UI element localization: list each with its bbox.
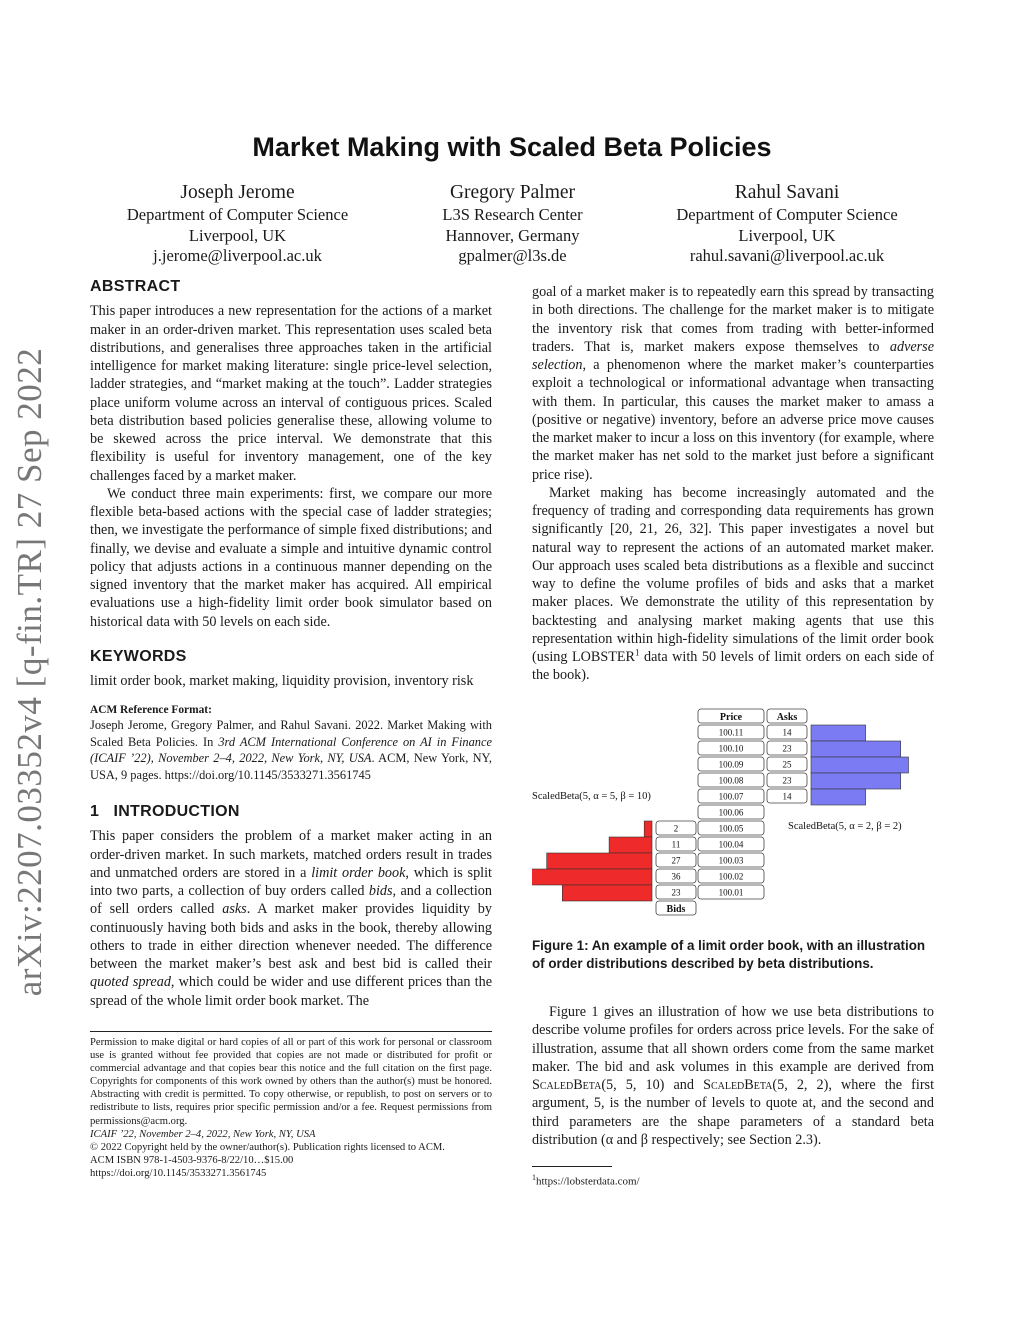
bid-bar (532, 869, 652, 885)
intro-continuation (532, 283, 934, 484)
acm-reference (90, 703, 492, 783)
function-name: ScaledBeta (532, 1077, 602, 1093)
price-label: 100.08 (718, 775, 744, 786)
bid-bar (547, 853, 652, 869)
bids-header: Bids (666, 904, 686, 915)
conference-line: ICAIF ’22, November 2–4, 2022, New York, NY, USA (90, 1128, 316, 1140)
abstract-paragraph-1: This paper introduces a new representation for the actions of a market maker in an order-driven market. This representation uses scaled beta distributions, and generalises three approaches taken in the artificial intelligence for market making literature: single price-level selection, ladder strategies, and “market making at the touch”. Ladder strategies place uniform volume across an interval of contiguous prices. Scaled beta distribution based policies generalise these, allowing volume to be skewed across the price interval. We demonstrate that this flexibility is useful for inventory management, one of the key challenges faced by a market maker. (90, 303, 492, 484)
text: Market making has become increasingly automated and the frequency of trading and corresponding data requirements has grown significantly [20, 21, 26, 32]. This paper investigates a novel but natural way to represent the actions of an automated market maker. Our approach uses scaled beta distributions as a flexible and succinct way to define the volume profiles of bids and asks that a market maker places. We demonstrate the utility of this representation by backtesting and analysing market making agents that use this representation within high-fidelity simulations of the limit order book (using LOBSTER (532, 484, 934, 665)
acm-reference-venue: 3rd ACM International Conference on AI in Finance (ICAIF ’22), November 2–4, 2022, New York, NY, USA (90, 734, 492, 766)
author-location: Hannover, Germany (445, 225, 580, 245)
ask-volume-label: 14 (782, 791, 792, 802)
price-label: 100.06 (718, 807, 744, 818)
text: , which could be wider and use different prices than the spread of the whole limit order book market. The (90, 974, 492, 1009)
author-1 (115, 180, 360, 267)
figure-1 (532, 700, 952, 925)
abstract-heading: ABSTRACT (90, 278, 181, 295)
isbn-line: ACM ISBN 978-1-4503-9376-8/22/10…$15.00 (90, 1154, 294, 1166)
author-location: Liverpool, UK (188, 225, 287, 245)
emphasis: limit order book (311, 864, 406, 881)
arxiv-identifier: arXiv:2207.03352v4 [q-fin.TR] 27 Sep 2022 (10, 347, 49, 997)
ask-bar (811, 725, 866, 741)
footnote-rule (90, 1031, 492, 1032)
emphasis: asks (222, 901, 247, 918)
price-label: 100.01 (718, 887, 744, 898)
bid-distribution-label: ScaledBeta(5, α = 5, β = 10) (532, 791, 651, 802)
text: (5, 5, 10) and (601, 1077, 704, 1093)
price-label: 100.11 (718, 727, 744, 738)
bid-volume-label: 11 (671, 839, 681, 850)
bid-volume-label: 2 (673, 823, 679, 834)
author-name: Gregory Palmer (449, 182, 576, 203)
text: Figure 1 gives an illustration of how we use beta distributions to describe volume profiles for orders across price levels. For the sake of illustration, assume that all shown orders come from the same market maker. The bid and ask volumes in this example are derived from (532, 1004, 934, 1075)
author-affiliation: Department of Computer Science (126, 205, 349, 224)
abstract-paragraph-2: We conduct three main experiments: first, we compare our more flexible beta-based actions with the special case of ladder strategies; then, we investigate the performance of simple fixed distributions; and finally, we devise and evaluate a simple and intuitive dynamic control policy that adjusts actions in a continuous manner depending on the signed inventory that the market maker has acquired. All empirical evaluations use a high-fidelity limit order book simulator based on historical data with 50 levels on each side. (90, 485, 492, 630)
price-label: 100.04 (718, 839, 744, 850)
text: goal of a market maker is to repeatedly earn this spread by transacting in both directions. The challenge for the market maker is to mitigate the inventory risk that comes from trading with better-informed traders. That is, market makers expose themselves to (532, 284, 934, 355)
text: (5, 2, 2), where the first argument, 5, is the number of levels to quote at, and the second and third parameters are the shape parameters of a standard beta distribution (α and β respectively; see Section 2.3). (532, 1077, 935, 1148)
intro-paragraph (90, 827, 492, 1010)
acm-reference-authors: Joseph Jerome, Gregory Palmer, and Rahul Savani. 2022. Market Making with Scaled Beta Policies. In (90, 718, 492, 749)
price-label: 100.03 (718, 855, 744, 866)
intro-paragraph-2 (532, 484, 934, 685)
paper-title: Market Making with Scaled Beta Policies (252, 132, 772, 162)
price-label: 100.09 (718, 759, 744, 770)
left-column (90, 278, 492, 1010)
price-label: 100.02 (718, 871, 744, 882)
permission-block (90, 1036, 492, 1180)
author-location: Liverpool, UK (738, 225, 836, 245)
bid-bar (562, 885, 652, 901)
section-number: 1 (90, 803, 100, 821)
bid-volume-label: 23 (671, 887, 681, 898)
keywords-text: limit order book, market making, liquidity provision, inventory risk (90, 673, 474, 689)
acm-reference-heading: ACM Reference Format: (90, 704, 212, 717)
ask-volume-label: 23 (782, 743, 792, 754)
footnote-number: 1 (532, 1173, 536, 1182)
keywords-heading: KEYWORDS (90, 647, 187, 665)
author-email: gpalmer@l3s.de (458, 246, 567, 265)
author-name: Rahul Savani (734, 182, 840, 203)
permission-text: Permission to make digital or hard copies of all or part of this work for personal or classroom use is granted without fee provided that copies are not made or distributed for profit or commercial advantage and that copies bear this notice and the full citation on the first page. Copyrights for components of this work owned by others than the author(s) must be honored. Abstracting with credit is permitted. To copy otherwise, or republish, to post on servers or to redistribute to lists, requires prior specific permission and/or a fee. Request permissions from permissions@acm.org. (90, 1037, 492, 1127)
text: , a phenomenon where the market maker’s counterparties exploit a technological or informational advantage when transacting with them. In particular, this causes the market maker to amass a (positive or negative) inventory, before an adverse price move causes the market maker to incur a loss on this inventory (for example, where the market maker has net sold to the market just before a significant price rise). (532, 357, 934, 483)
price-label: 100.05 (718, 823, 744, 834)
text: data with 50 levels of limit orders on each side of the book). (532, 649, 934, 684)
acm-reference-publisher: . ACM, New York, NY, USA, 9 pages. https://doi.org/10.1145/3533271.3561745 (90, 751, 492, 782)
bid-volume-label: 27 (671, 855, 681, 866)
ask-volume-label: 23 (782, 775, 792, 786)
ask-volume-label: 25 (782, 759, 792, 770)
ask-distribution-label: ScaledBeta(5, α = 2, β = 2) (788, 821, 902, 832)
ask-bar (811, 773, 901, 789)
footnote-marker: 1 (635, 647, 640, 658)
ask-bar (811, 757, 909, 773)
limit-order-book-chart (532, 700, 952, 925)
doi-line: https://doi.org/10.1145/3533271.3561745 (90, 1167, 267, 1179)
text: , and a collection of sell orders called (90, 883, 492, 918)
right-column-bottom (532, 1003, 934, 1149)
price-label: 100.10 (718, 743, 744, 754)
section-title: INTRODUCTION (113, 803, 240, 821)
ask-volume-label: 14 (782, 727, 792, 738)
text: , which is split into two parts, a collection of buy orders called (90, 864, 492, 900)
author-affiliation: Department of Computer Science (676, 205, 898, 224)
author-3 (662, 180, 912, 267)
right-footnote-rule (532, 1166, 612, 1167)
intro-heading (90, 803, 492, 821)
author-affiliation: L3S Research Center (442, 205, 583, 224)
author-email: j.jerome@liverpool.ac.uk (153, 246, 322, 265)
footnote-1 (532, 1171, 640, 1189)
ask-bar (811, 789, 866, 805)
bid-bar (644, 821, 652, 837)
author-2 (400, 180, 625, 267)
text: This paper considers the problem of a market maker acting in an order-driven market. In such markets, matched orders result in trades and unmatched orders are stored in a (90, 828, 492, 881)
right-column-top (532, 283, 934, 685)
bid-bar (609, 837, 652, 853)
bid-volume-label: 36 (671, 871, 681, 882)
figure-caption: Figure 1: An example of a limit order book, with an illustration of order distributions described by beta distributions. (532, 938, 926, 971)
emphasis: bids (368, 883, 393, 900)
emphasis: adverse selection (532, 338, 934, 373)
footnote-url: https://lobsterdata.com/ (536, 1175, 640, 1188)
emphasis: quoted spread (90, 974, 171, 991)
price-header: Price (719, 712, 743, 723)
ask-bar (811, 741, 901, 757)
copyright-line: © 2022 Copyright held by the owner/author(s). Publication rights licensed to ACM. (90, 1141, 445, 1153)
author-email: rahul.savani@liverpool.ac.uk (689, 246, 885, 265)
asks-header: Asks (776, 712, 798, 723)
price-label: 100.07 (718, 791, 744, 802)
acm-reference-text (90, 717, 492, 783)
author-name: Joseph Jerome (180, 182, 295, 203)
function-name: ScaledBeta (703, 1077, 773, 1093)
text: . A market maker provides liquidity by continuously having both bids and asks in the book, thereby allowing others to trade in either direction whenever needed. The difference between the market maker’s best ask and best bid is called their (90, 901, 492, 973)
figure-explanation (532, 1003, 934, 1149)
